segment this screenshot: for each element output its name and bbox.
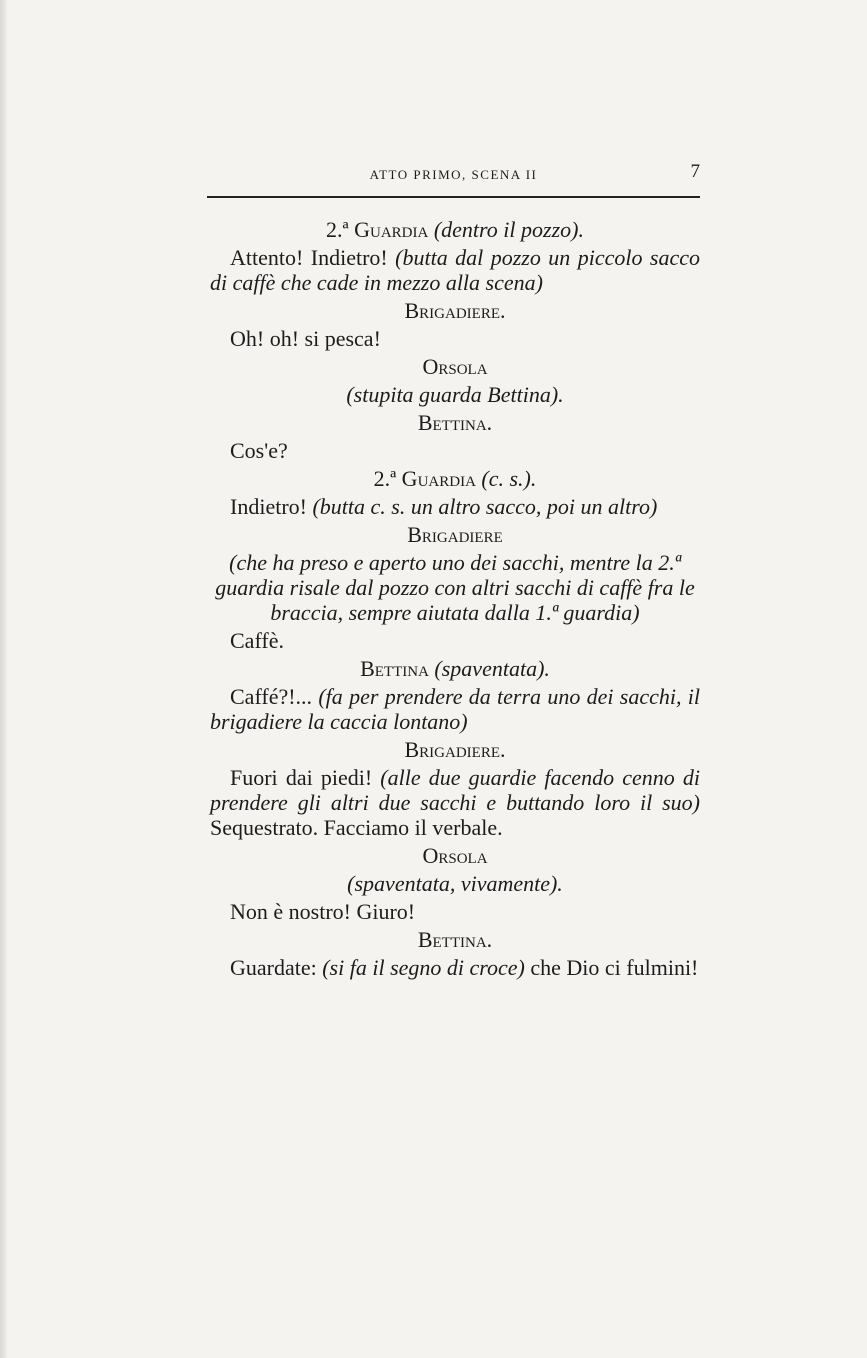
- stage-direction: (stupita guarda Bettina).: [346, 382, 564, 407]
- spoken-text: Indietro!: [230, 494, 307, 519]
- spoken-text: Cos'e?: [230, 438, 288, 463]
- dialogue-line: [210, 326, 700, 351]
- spoken-text: Oh! oh! si pesca!: [230, 326, 381, 351]
- speaker-heading: [210, 737, 700, 762]
- spoken-text: Guardate:: [230, 955, 317, 980]
- speaker-heading: [210, 410, 700, 435]
- page-header: [207, 163, 700, 183]
- dialogue-line: [210, 245, 700, 295]
- play-text: [210, 214, 700, 983]
- stage-direction-line: [210, 871, 700, 896]
- stage-direction: (che ha preso e aperto uno dei sacchi, mentre la 2.ª guardia risale dal pozzo con altri sacchi di caffè fra le braccia, sempre aiutata dalla 1.ª guardia): [215, 550, 695, 625]
- speaker-name: Bettina.: [417, 927, 493, 952]
- spoken-text: Non è nostro! Giuro!: [230, 899, 416, 924]
- stage-direction: (butta dal pozzo un piccolo sacco di caffè che cade in mezzo alla scena): [210, 245, 700, 295]
- stage-direction: (si fa il segno di croce): [322, 955, 525, 980]
- stage-direction: (butta c. s. un altro sacco, poi un altro): [312, 494, 658, 519]
- speaker-name: Orsola: [422, 354, 488, 379]
- dialogue-line: [210, 628, 700, 653]
- speaker-name: Brigadiere.: [404, 737, 506, 762]
- header-rule: [207, 196, 700, 198]
- spoken-text: che Dio ci fulmini!: [530, 955, 699, 980]
- stage-direction: (spaventata).: [434, 656, 550, 681]
- speaker-name: Brigadiere: [407, 522, 503, 547]
- speaker-name: Brigadiere.: [404, 298, 506, 323]
- speaker-heading: [210, 656, 700, 681]
- speaker-heading: [210, 217, 700, 242]
- speaker-name: Orsola: [422, 843, 488, 868]
- speaker-name: Bettina.: [417, 410, 493, 435]
- speaker-name: 2.ª Guardia: [326, 217, 429, 242]
- stage-direction: (fa per prendere da terra uno dei sacchi, il brigadiere la caccia lontano): [210, 684, 701, 734]
- dialogue-line: [210, 494, 700, 519]
- speaker-heading: [210, 927, 700, 952]
- dialogue-line: [210, 955, 700, 980]
- speaker-heading: [210, 466, 700, 491]
- dialogue-line: [210, 438, 700, 463]
- spoken-text: Caffè.: [230, 628, 284, 653]
- speaker-name: Bettina: [360, 656, 429, 681]
- stage-direction-line: [210, 382, 700, 407]
- speaker-heading: [210, 298, 700, 323]
- speaker-heading: [210, 843, 700, 868]
- spoken-text: Caffé?!...: [230, 684, 313, 709]
- stage-direction: (c. s.).: [481, 466, 537, 491]
- spoken-text: Sequestrato. Facciamo il verbale.: [210, 815, 503, 840]
- dialogue-line: [210, 765, 700, 840]
- stage-direction-block: [210, 550, 700, 625]
- running-head: ATTO PRIMO, SCENA II: [369, 167, 538, 182]
- speaker-heading: [210, 522, 700, 547]
- spoken-text: Fuori dai piedi!: [230, 765, 373, 790]
- speaker-name: 2.ª Guardia: [373, 466, 476, 491]
- dialogue-line: [210, 684, 700, 734]
- dialogue-line: [210, 899, 700, 924]
- page-edge: [0, 0, 7, 1358]
- stage-direction: (alle due guardie facendo cenno di prendere gli altri due sacchi e buttando loro il suo): [210, 765, 700, 815]
- speaker-heading: [210, 354, 700, 379]
- stage-direction: (spaventata, vivamente).: [347, 871, 563, 896]
- spoken-text: Attento! Indietro!: [230, 245, 388, 270]
- page-number: 7: [690, 161, 700, 182]
- stage-direction: (dentro il pozzo).: [433, 217, 584, 242]
